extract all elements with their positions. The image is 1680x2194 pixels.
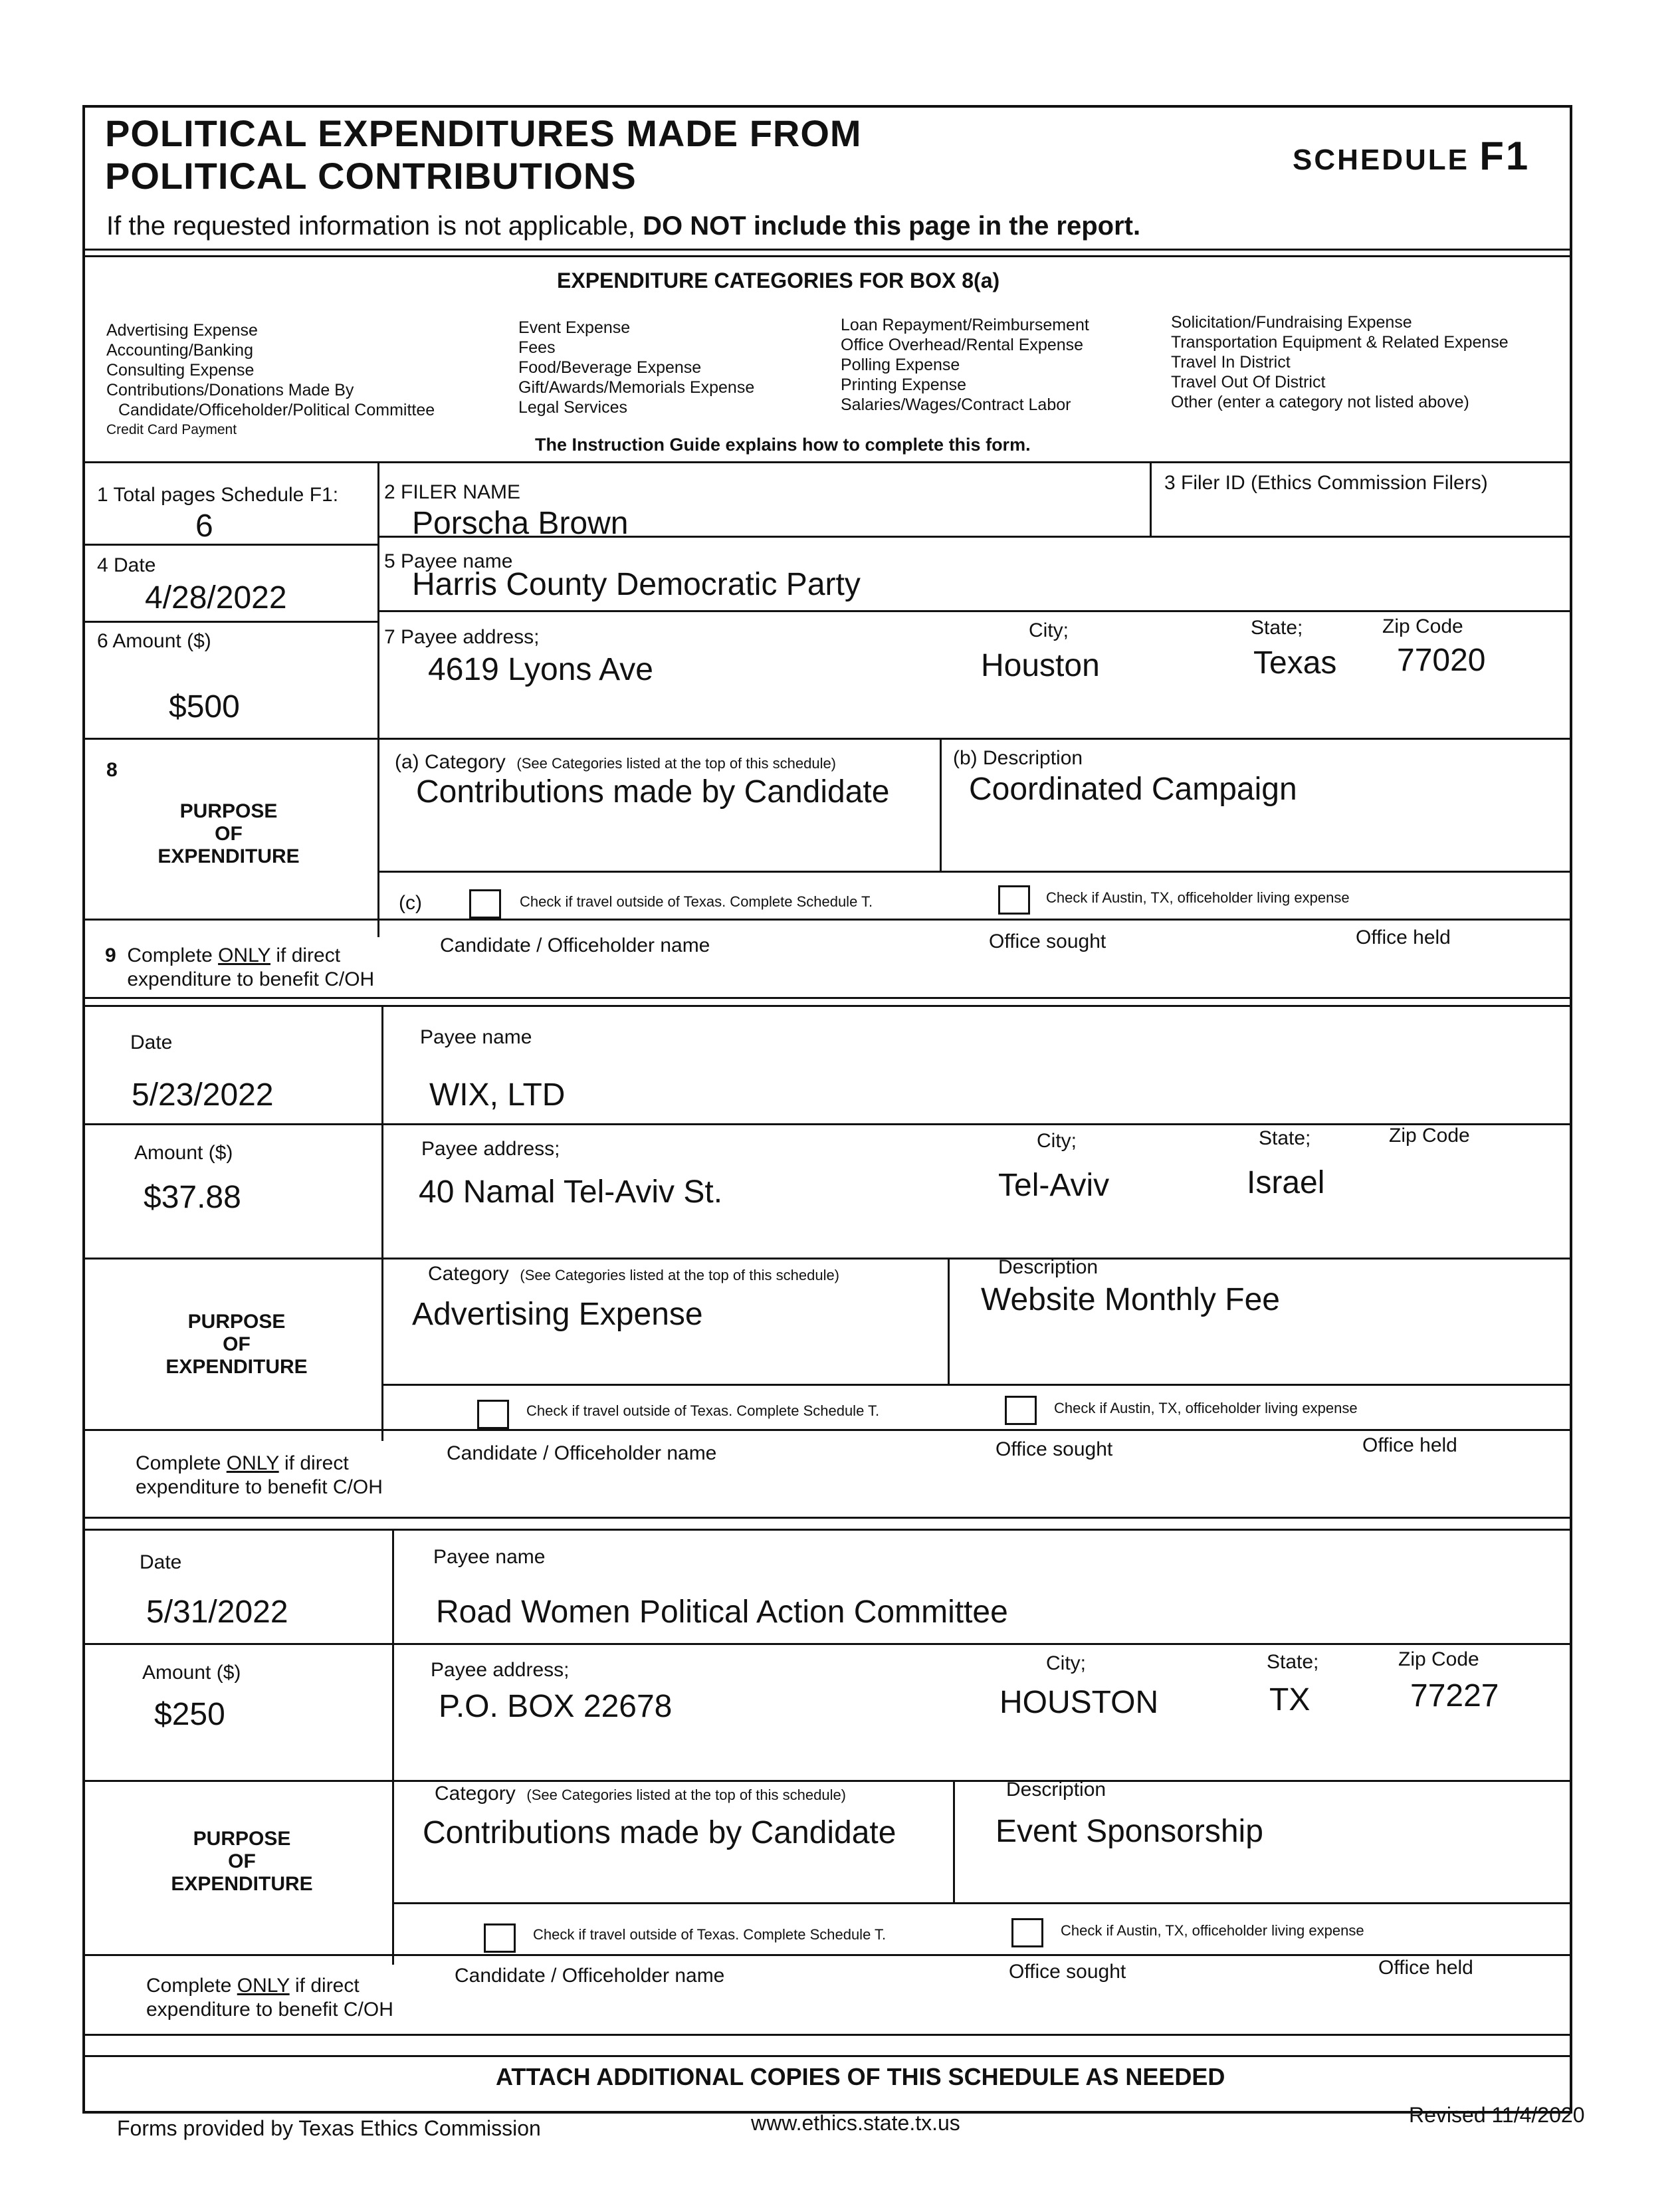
candidate-name-label: Candidate / Officeholder name: [455, 1965, 725, 1987]
category-value: Contributions made by Candidate: [423, 1815, 896, 1850]
category-item: Travel Out Of District: [1171, 373, 1326, 391]
divider: [82, 1780, 1572, 1782]
state-label: State;: [1267, 1651, 1319, 1673]
divider: [377, 461, 379, 937]
description-label: Description: [998, 1256, 1099, 1278]
payee-name-label: Payee name: [420, 1026, 532, 1048]
form-title-line2: POLITICAL CONTRIBUTIONS: [105, 155, 637, 197]
amount-label: Amount ($): [134, 1142, 233, 1164]
divider: [82, 1123, 1572, 1125]
divider: [82, 919, 1572, 921]
payee-name-label: 5 Payee name: [384, 550, 513, 572]
payee-address-value: P.O. BOX 22678: [439, 1689, 673, 1724]
date-label: 4 Date: [97, 554, 156, 576]
c-label: (c): [399, 892, 422, 914]
category-item: Loan Repayment/Reimbursement: [841, 316, 1089, 334]
payee-address-label: Payee address;: [431, 1659, 570, 1681]
divider: [381, 1384, 1572, 1386]
categories-col1: [106, 320, 435, 440]
divider: [377, 610, 1572, 612]
complete-only-note: Complete ONLY if direct expenditure to benefit C/OH: [146, 1975, 393, 2021]
purpose-label: PURPOSE OF EXPENDITURE: [171, 1828, 313, 1895]
guide-note: The Instruction Guide explains how to complete this form.: [535, 435, 1031, 455]
category-item: Accounting/Banking: [106, 341, 253, 360]
category-item: Consulting Expense: [106, 361, 255, 380]
office-held-label: Office held: [1356, 927, 1451, 948]
website-url[interactable]: www.ethics.state.tx.us: [751, 2111, 960, 2135]
austin-checkbox-label: Check if Austin, TX, officeholder living expense: [1046, 889, 1350, 906]
zip-label: Zip Code: [1382, 615, 1463, 637]
divider: [82, 461, 1572, 463]
amount-value: $250: [154, 1697, 225, 1732]
category-value: Contributions made by Candidate: [416, 774, 890, 810]
divider: [82, 1258, 1572, 1260]
state-value: Texas: [1253, 645, 1337, 681]
office-sought-label: Office sought: [989, 931, 1106, 952]
divider: [82, 1429, 1572, 1431]
travel-checkbox-label: Check if travel outside of Texas. Complete Schedule T.: [520, 893, 873, 910]
travel-checkbox[interactable]: [469, 889, 501, 919]
category-item: Other (enter a category not listed above): [1171, 393, 1469, 411]
divider: [82, 621, 377, 623]
instruction-line: If the requested information is not applicable, DO NOT include this page in the report.: [106, 211, 1141, 241]
description-value: Website Monthly Fee: [981, 1282, 1280, 1317]
office-sought-label: Office sought: [996, 1438, 1113, 1460]
candidate-name-label: Candidate / Officeholder name: [440, 934, 710, 956]
travel-checkbox[interactable]: [477, 1400, 509, 1429]
divider: [82, 1643, 1572, 1645]
description-value: Event Sponsorship: [996, 1814, 1263, 1849]
state-value: TX: [1269, 1682, 1311, 1717]
filer-name-label: 2 FILER NAME: [384, 481, 521, 503]
category-label: Category (See Categories listed at the top of this schedule): [428, 1263, 840, 1285]
divider: [392, 1902, 1572, 1904]
divider: [940, 738, 942, 871]
date-value: 5/31/2022: [146, 1594, 288, 1630]
category-item: Legal Services: [518, 398, 627, 417]
categories-col2: [518, 318, 754, 417]
divider: [82, 1954, 1572, 1956]
city-value: Houston: [981, 648, 1100, 683]
divider: [377, 536, 1572, 538]
divider: [82, 255, 1572, 257]
zip-value: 77227: [1410, 1678, 1499, 1713]
city-value: HOUSTON: [999, 1685, 1159, 1720]
amount-label: 6 Amount ($): [97, 630, 211, 652]
category-item: Fees: [518, 338, 556, 357]
city-value: Tel-Aviv: [998, 1168, 1110, 1203]
date-value: 5/23/2022: [132, 1077, 274, 1113]
divider: [82, 1529, 1572, 1531]
amount-value: $37.88: [144, 1180, 241, 1215]
state-value: Israel: [1247, 1165, 1325, 1200]
travel-checkbox-label: Check if travel outside of Texas. Complete Schedule T.: [533, 1926, 887, 1943]
divider: [82, 738, 1572, 740]
total-pages-label: 1 Total pages Schedule F1:: [97, 484, 339, 506]
complete-only-note: Complete ONLY if direct expenditure to benefit C/OH: [136, 1452, 383, 1498]
payee-address-value: 4619 Lyons Ave: [428, 652, 653, 687]
category-value: Advertising Expense: [412, 1297, 703, 1332]
city-label: City;: [1029, 619, 1069, 641]
category-item: Solicitation/Fundraising Expense: [1171, 313, 1412, 332]
divider: [82, 544, 377, 546]
category-item: Credit Card Payment: [106, 422, 237, 437]
divider: [82, 1005, 1572, 1007]
category-item: Food/Beverage Expense: [518, 358, 702, 377]
schedule-label: SCHEDULE F1: [1293, 134, 1530, 178]
payee-name-value: WIX, LTD: [429, 1077, 566, 1113]
attach-note: ATTACH ADDITIONAL COPIES OF THIS SCHEDULE AS NEEDED: [496, 2063, 1225, 2090]
divider: [1150, 461, 1152, 536]
payee-name-label: Payee name: [433, 1546, 546, 1568]
revised-date: Revised 11/4/2020: [1409, 2103, 1585, 2127]
amount-value: $500: [169, 689, 240, 724]
office-held-label: Office held: [1378, 1957, 1473, 1979]
date-label: Date: [140, 1551, 182, 1573]
austin-checkbox[interactable]: [998, 885, 1030, 915]
description-label: Description: [1006, 1779, 1106, 1801]
form-title-line1: POLITICAL EXPENDITURES MADE FROM: [105, 112, 862, 154]
filer-name-value: Porscha Brown: [412, 506, 629, 541]
categories-col3: [841, 315, 1089, 415]
total-pages-value: 6: [195, 508, 213, 544]
category-item: Office Overhead/Rental Expense: [841, 336, 1084, 354]
category-item: Contributions/Donations Made By: [106, 381, 354, 399]
category-item: Candidate/Officeholder/Political Committee: [118, 401, 435, 419]
candidate-name-label: Candidate / Officeholder name: [447, 1442, 717, 1464]
divider: [82, 249, 1572, 251]
categories-col4: [1171, 312, 1509, 412]
city-label: City;: [1037, 1130, 1077, 1152]
austin-checkbox-label: Check if Austin, TX, officeholder living expense: [1061, 1922, 1364, 1939]
office-held-label: Office held: [1362, 1434, 1457, 1456]
austin-checkbox[interactable]: [1005, 1396, 1037, 1425]
description-value: Coordinated Campaign: [969, 772, 1297, 807]
category-item: Transportation Equipment & Related Expense: [1171, 333, 1509, 352]
city-label: City;: [1046, 1652, 1086, 1674]
category-item: Gift/Awards/Memorials Expense: [518, 378, 755, 397]
complete-only-note: 9 Complete ONLY if direct expenditure to benefit C/OH: [105, 944, 375, 990]
category-label: Category (See Categories listed at the top of this schedule): [435, 1783, 847, 1805]
divider: [82, 997, 1572, 999]
divider: [381, 1005, 383, 1441]
description-label: (b) Description: [953, 747, 1083, 769]
category-item: Printing Expense: [841, 376, 967, 394]
divider: [82, 2034, 1572, 2036]
category-item: Advertising Expense: [106, 321, 258, 340]
purpose-label: PURPOSE OF EXPENDITURE: [165, 1311, 308, 1378]
zip-label: Zip Code: [1389, 1125, 1470, 1147]
divider: [82, 2055, 1572, 2057]
amount-label: Amount ($): [142, 1662, 241, 1684]
category-item: Polling Expense: [841, 356, 960, 374]
payee-address-label: Payee address;: [421, 1138, 560, 1160]
travel-checkbox[interactable]: [484, 1923, 516, 1953]
categories-heading: EXPENDITURE CATEGORIES FOR BOX 8(a): [557, 269, 1000, 292]
date-value: 4/28/2022: [145, 580, 287, 615]
category-item: Event Expense: [518, 318, 631, 337]
filer-id-label: 3 Filer ID (Ethics Commission Filers): [1164, 472, 1488, 494]
provided-by: Forms provided by Texas Ethics Commission: [117, 2116, 541, 2140]
payee-address-label: 7 Payee address;: [384, 626, 540, 648]
payee-address-value: 40 Namal Tel-Aviv St.: [419, 1174, 723, 1210]
schedule-code: F1: [1479, 134, 1530, 178]
zip-label: Zip Code: [1398, 1648, 1479, 1670]
divider: [948, 1258, 950, 1384]
divider: [82, 1517, 1572, 1519]
state-label: State;: [1259, 1127, 1311, 1149]
divider: [953, 1780, 955, 1902]
divider: [377, 871, 1572, 873]
payee-name-value: Road Women Political Action Committee: [436, 1594, 1008, 1630]
austin-checkbox-label: Check if Austin, TX, officeholder living expense: [1054, 1400, 1358, 1416]
date-label: Date: [130, 1032, 173, 1053]
purpose-label: PURPOSE OF EXPENDITURE: [158, 800, 300, 867]
austin-checkbox[interactable]: [1011, 1918, 1043, 1947]
state-label: State;: [1251, 617, 1303, 639]
category-item: Salaries/Wages/Contract Labor: [841, 395, 1071, 414]
zip-value: 77020: [1397, 643, 1486, 678]
travel-checkbox-label: Check if travel outside of Texas. Complete Schedule T.: [526, 1402, 880, 1419]
office-sought-label: Office sought: [1009, 1961, 1126, 1983]
category-label: (a) Category (See Categories listed at the top of this schedule): [395, 751, 837, 773]
category-item: Travel In District: [1171, 353, 1291, 372]
box8-number: 8: [106, 759, 118, 781]
payee-name-value: Harris County Democratic Party: [412, 567, 861, 602]
divider: [392, 1529, 394, 1965]
